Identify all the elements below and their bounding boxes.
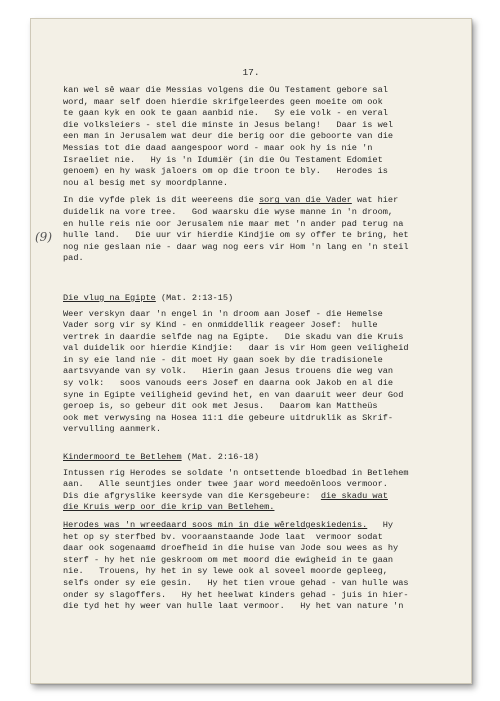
text-line: val duidelik oor hierdie Kindjie: daar is vir Hom geen veiligheid: [63, 343, 409, 354]
text-line: en hulle reis nie oor Jerusalem nie maar met 'n ander pad terug na: [63, 218, 404, 229]
text-line: sterf - hy het nie geskroom om met moord die ewigheid in te gaan: [63, 554, 394, 565]
handwritten-margin-mark: (9): [35, 230, 52, 244]
text-line: vertrek in daardie selfde nag na Egipte. Die skadu van die Kruis: [63, 331, 404, 342]
text-line: kan wel sê waar die Messias volgens die Ou Testament gebore sal: [63, 85, 388, 95]
text-line: word, maar self doen hierdie skrifgeleerdes geen moeite om ook: [63, 96, 383, 107]
text-line: ook met verwysing na Hosea 11:1 die gebeure uitdruklik as Skrif-: [63, 412, 394, 423]
text-line: Intussen rig Herodes se soldate 'n ontsettende bloedbad in Betlehem: [63, 467, 409, 478]
text-line: genoem) en hy wask jaloers om op die troon te bly. Herodes is: [63, 166, 388, 177]
section-title: Kindermoord te Betlehem: [63, 452, 182, 463]
text-line: onder sy slagoffers. Hy het heelwat kinders gehad - juis in hier-: [63, 589, 409, 600]
underlined-phrase: die skadu wat: [320, 490, 388, 501]
text-line: [63, 502, 443, 514]
text-segment: wat hier: [351, 195, 399, 206]
text-line: [63, 195, 443, 207]
text-line: [63, 491, 443, 503]
body-text: [63, 85, 443, 619]
paragraph-herodes: [63, 520, 443, 613]
text-line: nog nie geslaan nie - daar wag nog eers vir Hom 'n lang en 'n steil: [63, 241, 409, 252]
text-line: vervulling aanmerk.: [63, 424, 161, 435]
document-page: [30, 18, 472, 684]
text-line: sy volk: soos vanouds eers Josef en daarna ook Jakob en al die: [63, 378, 394, 389]
text-line: nou al besig met sy moordplanne.: [63, 177, 229, 188]
text-line: geroep is, so gebeur dit ook met Jesus. Daarom kan Mattheüs: [63, 401, 378, 412]
paragraph-1: [63, 85, 443, 189]
section-heading-kindermoord: [63, 452, 443, 464]
text-line: syne in Egipte veiligheid gevind het, en van daaruit weer deur God: [63, 389, 404, 400]
section-reference: (Mat. 2:13-15): [155, 292, 234, 303]
paragraph-vlug: [63, 309, 443, 437]
text-line: het op sy sterfbed bv. vooraanstaande Jode laat vermoor sodat: [63, 531, 383, 542]
text-line: duidelik na vore tree. God waarsku die wyse manne in 'n droom,: [63, 206, 394, 217]
text-line: in sy eie land nie - dit moet Hy gaan soek by die tradisionele: [63, 354, 383, 365]
section-heading-vlug: [63, 293, 443, 305]
underlined-phrase: Herodes was 'n wreedaard soos min in die wêreldgeskiedenis.: [63, 520, 368, 530]
text-line: pad.: [63, 253, 84, 264]
text-line: Israeliet nie. Hy is 'n Idumiër (in die Ou Testament Edomiet: [63, 154, 383, 165]
text-line: daar ook sogenaamd droefheid in die huise van Jode sou wees as hy: [63, 543, 399, 554]
text-line: hulle land. Die uur vir hierdie Kindjie om sy offer te bring, het: [63, 230, 409, 241]
page-number: 17.: [242, 67, 260, 78]
underlined-phrase: die Kruis werp oor die krip van Betlehem.: [63, 502, 275, 513]
underlined-phrase: sorg van die Vader: [258, 195, 352, 206]
section-title: Die vlug na Egipte: [63, 292, 156, 303]
text-line: een man in Jerusalem wat deur die berig oor die geboorte van die: [63, 131, 394, 142]
text-line: Vader sorg vir sy Kind - en onmiddellik reageer Josef: hulle: [63, 320, 378, 331]
text-line: te gaan kyk en ook te gaan aanbid nie. Sy eie volk - en veral: [63, 108, 388, 119]
text-line: die volksleiers - stel die minste in Jesus belang! Daar is wel: [63, 119, 394, 130]
paragraph-kindermoord: [63, 468, 443, 514]
text-line: aan. Alle seuntjies onder twee jaar word meedoënloos vermoor.: [63, 479, 388, 490]
text-line: nie. Trouens, hy het in sy lewe ook al soveel moorde gepleeg,: [63, 566, 388, 577]
text-segment: Dis die afgryslike keersyde van die Kersgebeure:: [63, 490, 321, 501]
text-segment: In die vyfde plek is dit weereens die: [63, 195, 259, 206]
section-reference: (Mat. 2:16-18): [181, 452, 259, 463]
text-line: Messias tot die daad aangespoor word - maar ook hy is nie 'n: [63, 142, 373, 153]
text-line: [63, 520, 443, 532]
text-segment: Hy: [367, 520, 394, 530]
text-line: selfs onder sy eie gesin. Hy het tien vroue gehad - van hulle was: [63, 577, 409, 588]
text-line: die tyd het hy weer van hulle laat vermoor. Hy het van nature 'n: [63, 601, 404, 612]
paragraph-2: [63, 195, 443, 265]
text-line: Weer verskyn daar 'n engel in 'n droom aan Josef - die Hemelse: [63, 308, 383, 319]
text-line: aartsvyande van sy volk. Hierin gaan Jesus trouens die weg van: [63, 366, 394, 377]
